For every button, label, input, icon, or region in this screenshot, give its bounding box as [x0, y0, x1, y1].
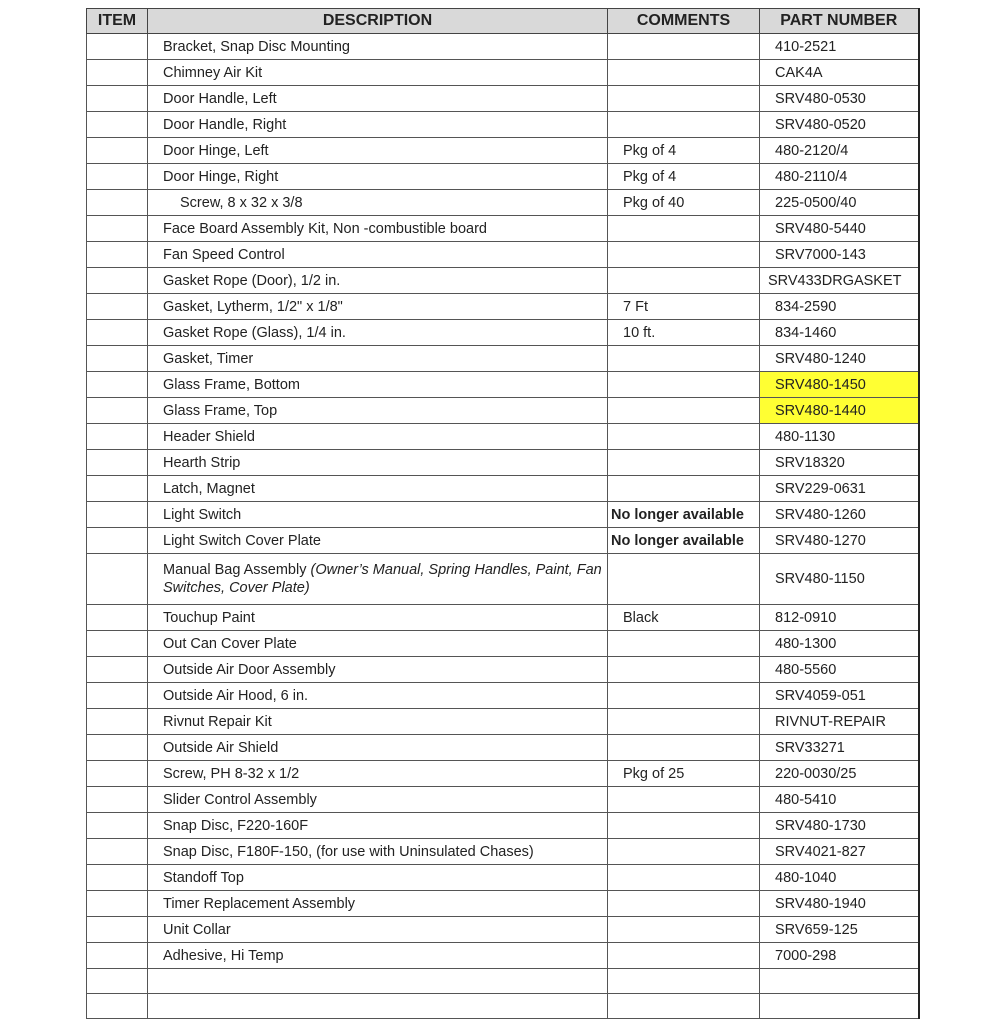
description-cell: Gasket, Lytherm, 1/2" x 1/8": [148, 294, 608, 320]
table-row: [87, 34, 919, 60]
table-row: [87, 917, 919, 943]
item-cell: [87, 476, 148, 502]
table-row: [87, 164, 919, 190]
description-cell: Unit Collar: [148, 917, 608, 943]
item-cell: [87, 969, 148, 994]
comments-cell: [608, 372, 760, 398]
header-row: [87, 9, 919, 34]
table-row: [87, 502, 919, 528]
description-cell: Outside Air Door Assembly: [148, 657, 608, 683]
description-cell: Gasket, Timer: [148, 346, 608, 372]
table-row: [87, 60, 919, 86]
item-cell: [87, 112, 148, 138]
description-cell: Bracket, Snap Disc Mounting: [148, 34, 608, 60]
item-cell: [87, 554, 148, 605]
comments-cell: [608, 34, 760, 60]
comments-cell: [608, 86, 760, 112]
table-row: [87, 112, 919, 138]
parts-table: [86, 8, 920, 1019]
part-number-cell: SRV480-5440: [760, 216, 919, 242]
description-cell: Snap Disc, F180F-150, (for use with Uninsulated Chases): [148, 839, 608, 865]
description-cell: Screw, PH 8-32 x 1/2: [148, 761, 608, 787]
description-cell: Rivnut Repair Kit: [148, 709, 608, 735]
table-row: [87, 294, 919, 320]
part-number-cell-highlighted: SRV480-1440: [760, 398, 919, 424]
description-note: (Owner’s Manual, Spring Handles, Paint, Fan Switches, Cover Plate): [163, 562, 602, 596]
comments-cell: Pkg of 4: [608, 164, 760, 190]
empty-row: [87, 994, 919, 1019]
part-number-cell: 480-1130: [760, 424, 919, 450]
part-number-cell: 7000-298: [760, 943, 919, 969]
part-number-cell: [760, 969, 919, 994]
description-cell: Slider Control Assembly: [148, 787, 608, 813]
description-cell: Glass Frame, Bottom: [148, 372, 608, 398]
comments-cell: Pkg of 40: [608, 190, 760, 216]
item-cell: [87, 735, 148, 761]
comments-cell: [608, 554, 760, 605]
description-cell: Face Board Assembly Kit, Non -combustible board: [148, 216, 608, 242]
comments-cell: [608, 242, 760, 268]
part-number-cell-highlighted: SRV480-1450: [760, 372, 919, 398]
part-number-cell: SRV33271: [760, 735, 919, 761]
comments-cell: [608, 709, 760, 735]
part-number-cell: SRV7000-143: [760, 242, 919, 268]
item-cell: [87, 787, 148, 813]
description-cell: Door Handle, Right: [148, 112, 608, 138]
table-row: [87, 528, 919, 554]
item-cell: [87, 138, 148, 164]
description-cell: [148, 994, 608, 1019]
comments-cell: No longer available: [608, 502, 760, 528]
part-number-cell: SRV433DRGASKET: [760, 268, 919, 294]
part-number-cell: 225-0500/40: [760, 190, 919, 216]
comments-cell: [608, 450, 760, 476]
description-cell: Latch, Magnet: [148, 476, 608, 502]
item-cell: [87, 216, 148, 242]
comments-cell: Pkg of 4: [608, 138, 760, 164]
part-number-cell: CAK4A: [760, 60, 919, 86]
part-number-cell: [760, 994, 919, 1019]
description-cell: Outside Air Shield: [148, 735, 608, 761]
description-cell: Touchup Paint: [148, 605, 608, 631]
comments-cell: [608, 969, 760, 994]
header-description: DESCRIPTION: [148, 9, 608, 34]
description-cell: Header Shield: [148, 424, 608, 450]
part-number-cell: SRV18320: [760, 450, 919, 476]
table-row: [87, 138, 919, 164]
part-number-cell: SRV480-1260: [760, 502, 919, 528]
part-number-cell: 480-1300: [760, 631, 919, 657]
table-row: [87, 761, 919, 787]
comments-cell: 7 Ft: [608, 294, 760, 320]
item-cell: [87, 943, 148, 969]
item-cell: [87, 865, 148, 891]
comments-cell: [608, 943, 760, 969]
description-cell: Glass Frame, Top: [148, 398, 608, 424]
item-cell: [87, 164, 148, 190]
header-item: ITEM: [87, 9, 148, 34]
header-part-number: PART NUMBER: [760, 9, 919, 34]
part-number-cell: 480-1040: [760, 865, 919, 891]
part-number-cell: SRV4059-051: [760, 683, 919, 709]
part-number-cell: SRV480-0520: [760, 112, 919, 138]
part-number-cell: SRV480-1940: [760, 891, 919, 917]
table-row: [87, 424, 919, 450]
table-row: [87, 398, 919, 424]
item-cell: [87, 450, 148, 476]
part-number-cell: RIVNUT-REPAIR: [760, 709, 919, 735]
part-number-cell: 480-5410: [760, 787, 919, 813]
comments-cell: [608, 268, 760, 294]
description-cell: Screw, 8 x 32 x 3/8: [148, 190, 608, 216]
part-number-cell: SRV480-1240: [760, 346, 919, 372]
comments-cell: [608, 735, 760, 761]
part-number-cell: 410-2521: [760, 34, 919, 60]
item-cell: [87, 34, 148, 60]
item-cell: [87, 60, 148, 86]
description-cell: Standoff Top: [148, 865, 608, 891]
header-comments: COMMENTS: [608, 9, 760, 34]
table-row: [87, 605, 919, 631]
comments-cell: [608, 398, 760, 424]
item-cell: [87, 917, 148, 943]
table-row: [87, 268, 919, 294]
part-number-cell: 480-2120/4: [760, 138, 919, 164]
description-cell: Door Hinge, Right: [148, 164, 608, 190]
comments-cell: [608, 813, 760, 839]
comments-cell: [608, 657, 760, 683]
item-cell: [87, 268, 148, 294]
description-cell: Light Switch: [148, 502, 608, 528]
item-cell: [87, 86, 148, 112]
description-cell: Out Can Cover Plate: [148, 631, 608, 657]
description-cell: [148, 554, 608, 605]
part-number-cell: SRV480-1730: [760, 813, 919, 839]
table-row: [87, 709, 919, 735]
description-cell: Hearth Strip: [148, 450, 608, 476]
description-cell: [148, 969, 608, 994]
part-number-cell: 480-5560: [760, 657, 919, 683]
item-cell: [87, 502, 148, 528]
comments-cell: [608, 216, 760, 242]
comments-cell: [608, 60, 760, 86]
table-row: [87, 943, 919, 969]
item-cell: [87, 528, 148, 554]
comments-cell: No longer available: [608, 528, 760, 554]
table-row: [87, 891, 919, 917]
comments-cell: [608, 917, 760, 943]
description-cell: Fan Speed Control: [148, 242, 608, 268]
item-cell: [87, 657, 148, 683]
description-cell: Outside Air Hood, 6 in.: [148, 683, 608, 709]
part-number-cell: SRV4021-827: [760, 839, 919, 865]
item-cell: [87, 839, 148, 865]
table-row: [87, 813, 919, 839]
table-row: [87, 190, 919, 216]
description-cell: Adhesive, Hi Temp: [148, 943, 608, 969]
part-number-cell: 834-1460: [760, 320, 919, 346]
item-cell: [87, 683, 148, 709]
table-row: [87, 346, 919, 372]
comments-cell: [608, 112, 760, 138]
item-cell: [87, 813, 148, 839]
table-row: [87, 476, 919, 502]
part-number-cell: 834-2590: [760, 294, 919, 320]
item-cell: [87, 346, 148, 372]
table-row: [87, 242, 919, 268]
comments-cell: [608, 424, 760, 450]
description-cell: Snap Disc, F220-160F: [148, 813, 608, 839]
item-cell: [87, 242, 148, 268]
item-cell: [87, 994, 148, 1019]
item-cell: [87, 605, 148, 631]
item-cell: [87, 709, 148, 735]
description-cell: Light Switch Cover Plate: [148, 528, 608, 554]
item-cell: [87, 761, 148, 787]
description-cell: Timer Replacement Assembly: [148, 891, 608, 917]
item-cell: [87, 190, 148, 216]
comments-cell: Black: [608, 605, 760, 631]
part-number-cell: 480-2110/4: [760, 164, 919, 190]
part-number-cell: SRV480-0530: [760, 86, 919, 112]
comments-cell: [608, 891, 760, 917]
empty-row: [87, 969, 919, 994]
comments-cell: Pkg of 25: [608, 761, 760, 787]
comments-cell: [608, 839, 760, 865]
description-cell: Gasket Rope (Glass), 1/4 in.: [148, 320, 608, 346]
item-cell: [87, 631, 148, 657]
description-text: Manual Bag Assembly: [163, 562, 307, 578]
item-cell: [87, 891, 148, 917]
table-row: [87, 554, 919, 605]
table-row: [87, 787, 919, 813]
table-row: [87, 86, 919, 112]
table-row: [87, 839, 919, 865]
item-cell: [87, 294, 148, 320]
table-row: [87, 320, 919, 346]
comments-cell: [608, 346, 760, 372]
comments-cell: [608, 787, 760, 813]
item-cell: [87, 424, 148, 450]
item-cell: [87, 398, 148, 424]
part-number-cell: SRV229-0631: [760, 476, 919, 502]
item-cell: [87, 372, 148, 398]
description-cell: Door Handle, Left: [148, 86, 608, 112]
part-number-cell: SRV659-125: [760, 917, 919, 943]
description-cell: Gasket Rope (Door), 1/2 in.: [148, 268, 608, 294]
description-cell: Door Hinge, Left: [148, 138, 608, 164]
comments-cell: [608, 476, 760, 502]
part-number-cell: SRV480-1270: [760, 528, 919, 554]
table-row: [87, 865, 919, 891]
comments-cell: [608, 631, 760, 657]
item-cell: [87, 320, 148, 346]
part-number-cell: 220-0030/25: [760, 761, 919, 787]
comments-cell: [608, 865, 760, 891]
table-row: [87, 372, 919, 398]
comments-cell: 10 ft.: [608, 320, 760, 346]
part-number-cell: 812-0910: [760, 605, 919, 631]
table-row: [87, 683, 919, 709]
table-row: [87, 216, 919, 242]
table-row: [87, 657, 919, 683]
table-row: [87, 450, 919, 476]
comments-cell: [608, 994, 760, 1019]
table-row: [87, 631, 919, 657]
description-cell: Chimney Air Kit: [148, 60, 608, 86]
part-number-cell: SRV480-1150: [760, 554, 919, 605]
table-row: [87, 735, 919, 761]
comments-cell: [608, 683, 760, 709]
